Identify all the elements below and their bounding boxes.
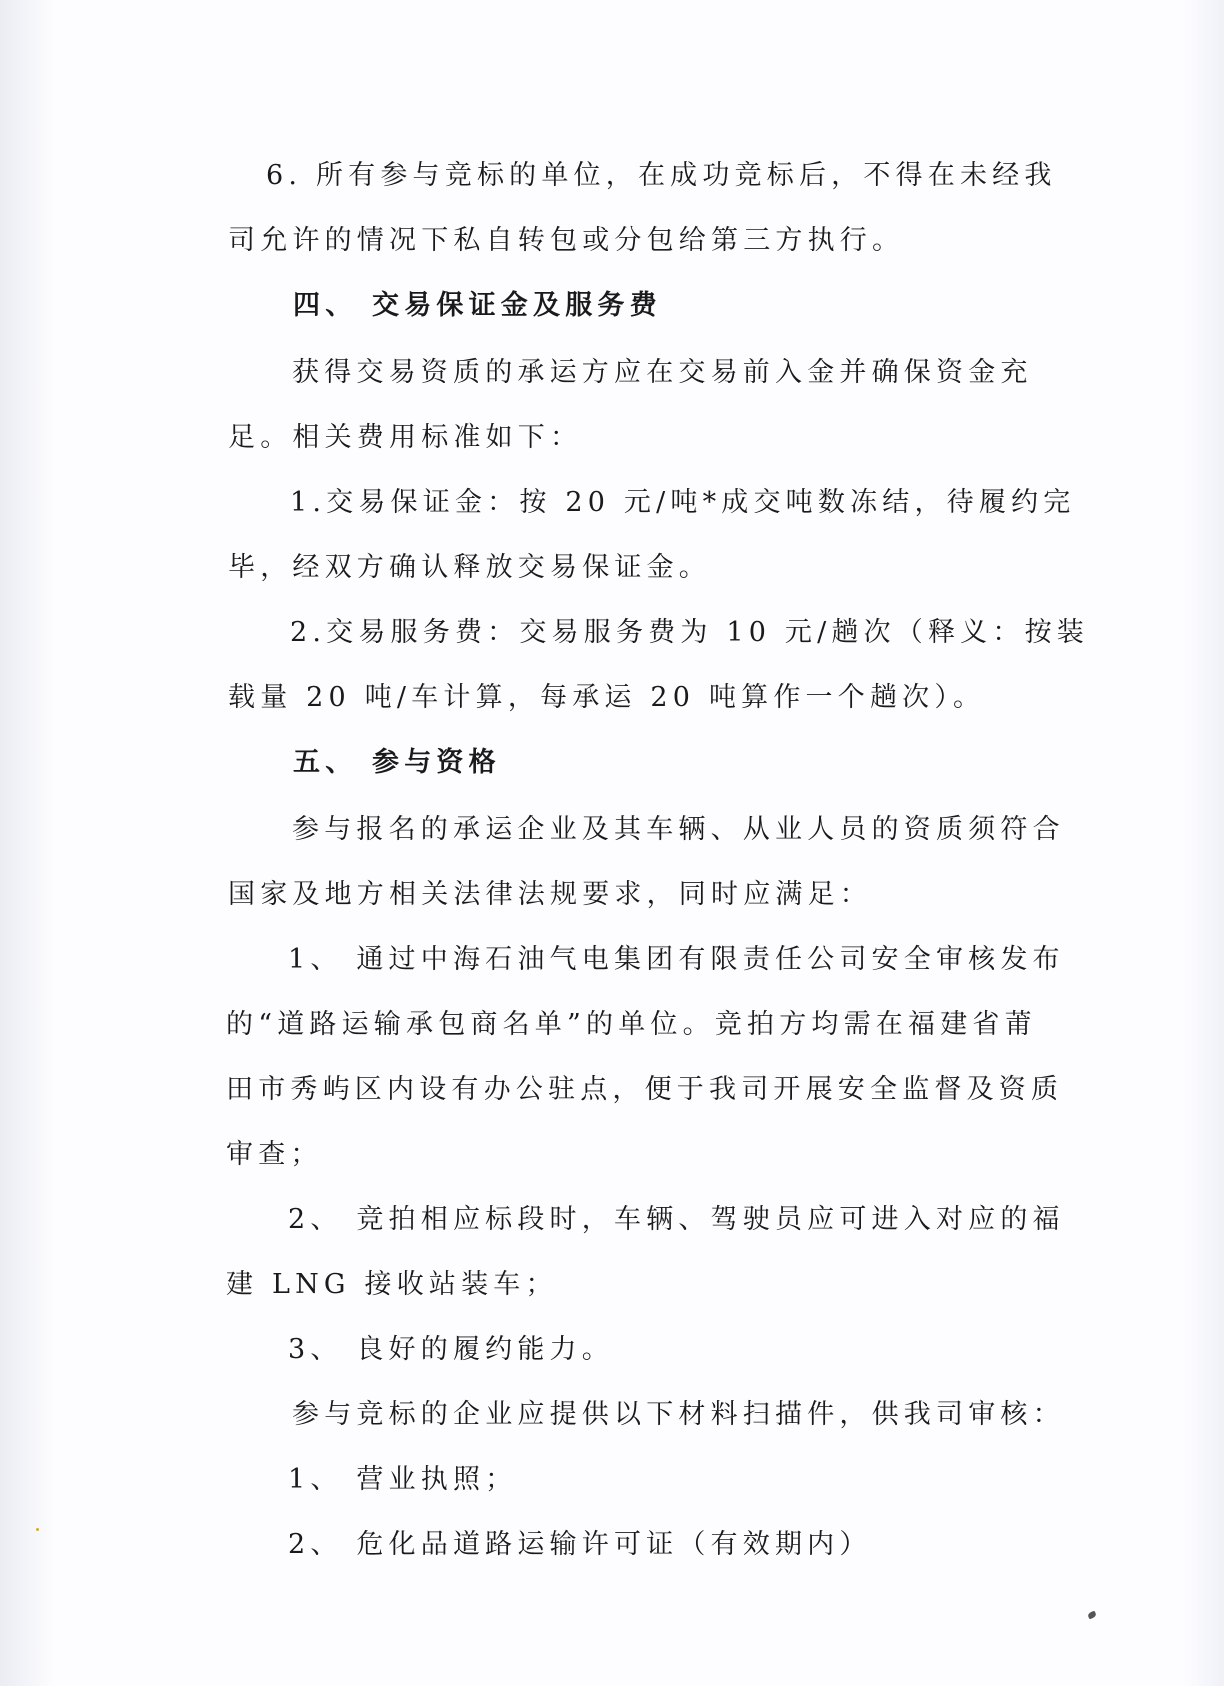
paragraph-deposit-line-1: 1.交易保证金：按 20 元/吨*成交吨数冻结，待履约完 bbox=[290, 487, 1076, 518]
paragraph-req-1-line-2: 的“道路运输承包商名单”的单位。竞拍方均需在福建省莆 bbox=[226, 1009, 1037, 1040]
paragraph-service-fee-line-2: 载量 20 吨/车计算，每承运 20 吨算作一个趟次）。 bbox=[228, 682, 986, 713]
materials-item-1: 1、 营业执照； bbox=[288, 1464, 518, 1495]
scan-speck bbox=[36, 1528, 39, 1531]
scan-mark bbox=[1087, 1611, 1097, 1620]
paragraph-deposit-intro-line-1: 获得交易资质的承运方应在交易前入金并确保资金充 bbox=[292, 357, 1033, 388]
paragraph-deposit-line-2: 毕，经双方确认释放交易保证金。 bbox=[228, 552, 711, 583]
paragraph-eligibility-intro-line-1: 参与报名的承运企业及其车辆、从业人员的资质须符合 bbox=[292, 814, 1065, 845]
materials-item-2: 2、 危化品道路运输许可证（有效期内） bbox=[288, 1529, 872, 1560]
paragraph-req-1-line-3: 田市秀屿区内设有办公驻点，便于我司开展安全监督及资质 bbox=[226, 1074, 1064, 1105]
paragraph-materials-intro: 参与竞标的企业应提供以下材料扫描件，供我司审核： bbox=[292, 1399, 1065, 1430]
paragraph-deposit-intro-line-2: 足。相关费用标准如下： bbox=[228, 422, 583, 453]
section-heading-eligibility: 五、 参与资格 bbox=[293, 747, 501, 778]
paragraph-req-1-line-4: 审查； bbox=[226, 1139, 323, 1170]
paragraph-req-2-line-1: 2、 竞拍相应标段时，车辆、驾驶员应可进入对应的福 bbox=[288, 1204, 1065, 1235]
paragraph-item-6-line-2: 司允许的情况下私自转包或分包给第三方执行。 bbox=[228, 225, 905, 256]
section-heading-deposit-fees: 四、 交易保证金及服务费 bbox=[293, 290, 662, 321]
paragraph-eligibility-intro-line-2: 国家及地方相关法律法规要求，同时应满足： bbox=[228, 879, 872, 910]
paragraph-req-1-line-1: 1、 通过中海石油气电集团有限责任公司安全审核发布 bbox=[288, 944, 1065, 975]
paragraph-req-2-line-2: 建 LNG 接收站装车； bbox=[226, 1269, 558, 1300]
paragraph-service-fee-line-1: 2.交易服务费：交易服务费为 10 元/趟次（释义：按装 bbox=[290, 617, 1089, 648]
paragraph-req-3: 3、 良好的履约能力。 bbox=[288, 1334, 614, 1365]
paragraph-item-6-line-1: 6. 所有参与竞标的单位，在成功竞标后，不得在未经我 bbox=[266, 160, 1057, 191]
